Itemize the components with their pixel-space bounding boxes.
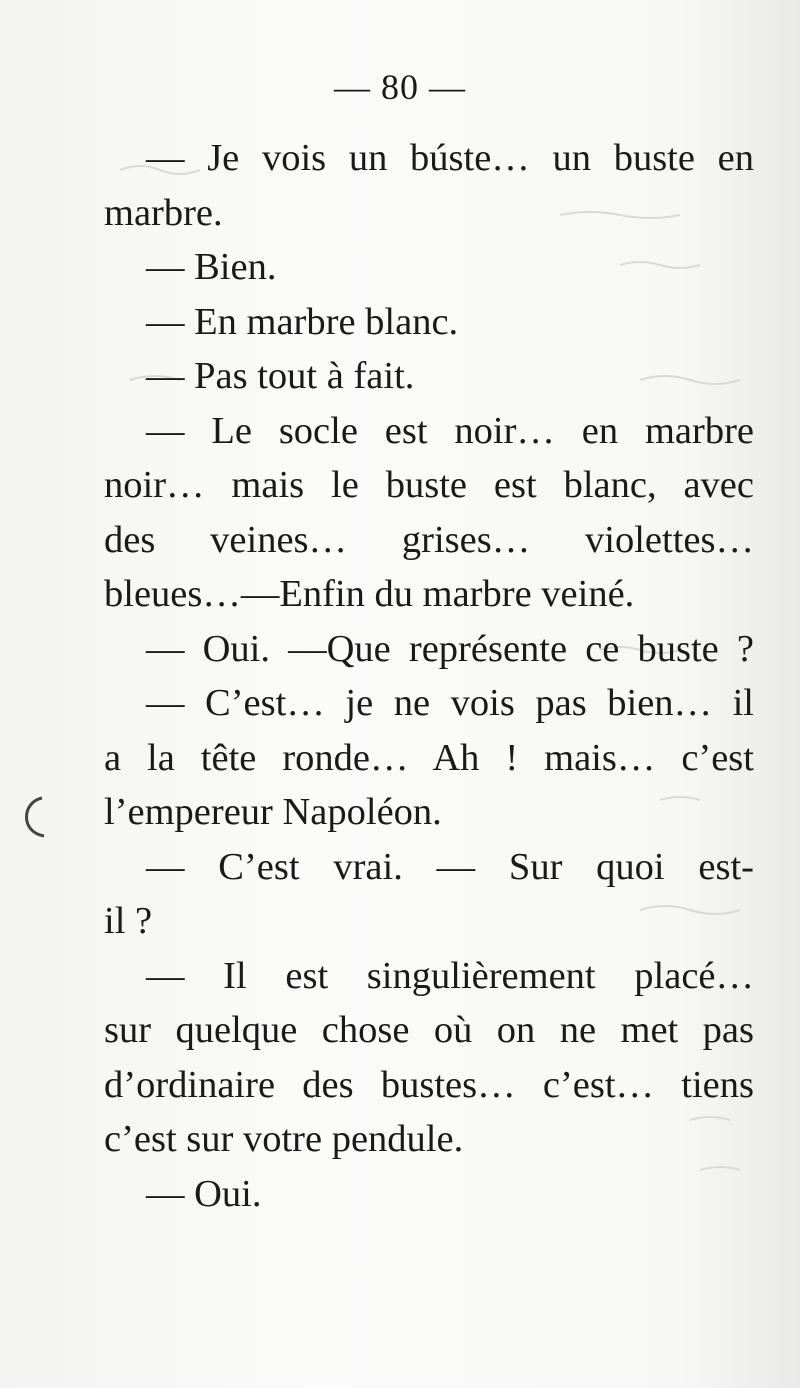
text-line: — Le socle est noir… en marbre [146, 409, 754, 452]
text-line: — Oui. [146, 1172, 262, 1215]
text-line: — Pas tout à fait. [146, 355, 415, 397]
text-line: a la tête ronde… Ah ! mais… c’est [104, 736, 754, 779]
text-line: — Il est singulièrement placé… [146, 954, 754, 997]
text-line: — Oui. —Que représente ce buste ? [146, 627, 754, 670]
page-number: — 80 — [334, 67, 466, 107]
text-line: bleues…—Enfin du marbre veiné. [104, 573, 635, 615]
text-line: sur quelque chose où on ne met pas [104, 1009, 754, 1051]
text-line: — Je vois un búste… un buste en [146, 137, 754, 179]
stray-ink-mark [14, 792, 54, 842]
body-text [104, 131, 754, 1221]
text-line: d’ordinaire des bustes… c’est… tiens [104, 1063, 754, 1106]
text-line: noir… mais le buste est blanc, avec [104, 464, 754, 506]
text-line: des veines… grises… violettes… [104, 518, 754, 561]
text-line: — Bien. [146, 246, 277, 288]
text-line: marbre. [104, 191, 223, 234]
text-line: l’empereur Napoléon. [104, 791, 442, 833]
text-line: — C’est vrai. — Sur quoi est- [146, 845, 754, 888]
text-line: il ? [104, 900, 153, 942]
text-line: — C’est… je ne vois pas bien… il [146, 682, 754, 724]
text-line: — En marbre blanc. [146, 300, 459, 343]
text-line: c’est sur votre pendule. [104, 1118, 464, 1160]
